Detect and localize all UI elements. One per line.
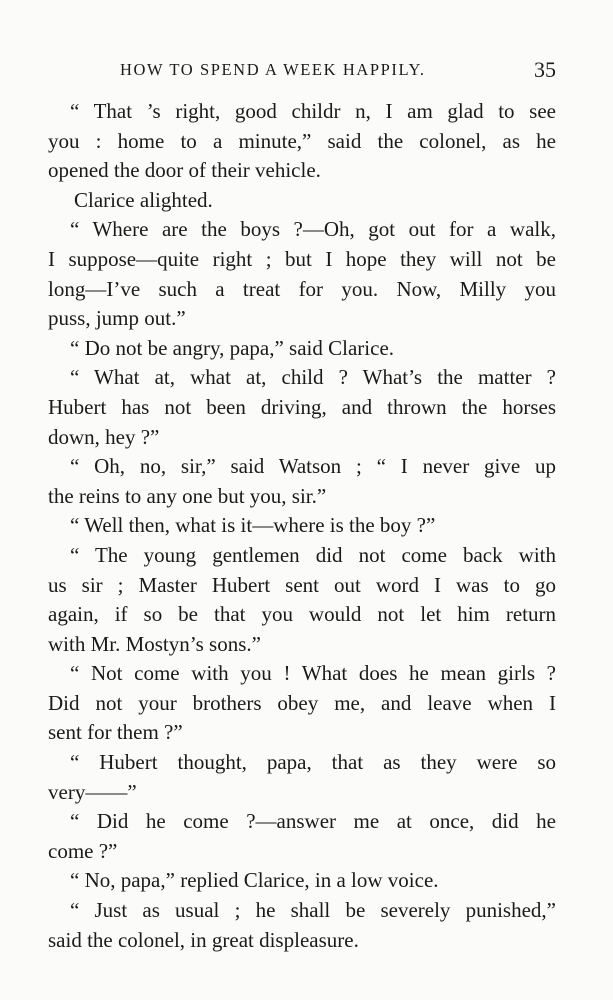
text-line: long—I’ve such a treat for you. Now, Milly you <box>48 276 556 301</box>
text-line: “ Well then, what is it—where is the boy ?” <box>70 513 436 538</box>
text-line: down, hey ?” <box>48 424 160 449</box>
body-text <box>48 97 556 955</box>
text-line: “ Just as usual ; he shall be severely punished,” <box>70 898 556 923</box>
text-line: “ The young gentlemen did not come back with <box>70 542 556 567</box>
text-line: come ?” <box>48 838 118 863</box>
text-line: Clarice alighted. <box>74 187 213 212</box>
text-line: opened the door of their vehicle. <box>48 158 321 183</box>
text-line: said the colonel, in great displeasure. <box>48 927 359 952</box>
page-number: 35 <box>534 57 556 82</box>
text-line: “ Not come with you ! What does he mean girls ? <box>70 661 556 686</box>
text-line: “ Did he come ?—answer me at once, did he <box>70 809 556 834</box>
text-line: with Mr. Mostyn’s sons.” <box>48 631 261 656</box>
text-line: “ No, papa,” replied Clarice, in a low voice. <box>70 868 439 893</box>
running-head: HOW TO SPEND A WEEK HAPPILY. <box>120 60 426 79</box>
text-line: Did not your brothers obey me, and leave when I <box>48 690 556 715</box>
text-line: very——” <box>48 779 137 804</box>
text-line: sent for them ?” <box>48 720 183 745</box>
text-line: “ Oh, no, sir,” said Watson ; “ I never give up <box>70 454 556 479</box>
text-line: “ Do not be angry, papa,” said Clarice. <box>70 335 395 360</box>
text-line: again, if so be that you would not let him return <box>48 602 556 627</box>
text-line: “ What at, what at, child ? What’s the matter ? <box>70 365 556 390</box>
text-line: you : home to a minute,” said the colonel, as he <box>48 128 556 153</box>
text-line: Hubert has not been driving, and thrown the horses <box>48 394 556 419</box>
text-line: puss, jump out.” <box>48 306 186 331</box>
text-line: “ That ’s right, good childr n, I am glad to see <box>70 99 556 123</box>
text-line: “ Hubert thought, papa, that as they were so <box>70 750 556 775</box>
page-header <box>48 58 556 84</box>
text-line: us sir ; Master Hubert sent out word I was to go <box>48 572 556 597</box>
text-line: the reins to any one but you, sir.” <box>48 483 327 508</box>
text-line: I suppose—quite right ; but I hope they will not be <box>48 246 556 271</box>
text-line: “ Where are the boys ?—Oh, got out for a walk, <box>70 217 556 242</box>
